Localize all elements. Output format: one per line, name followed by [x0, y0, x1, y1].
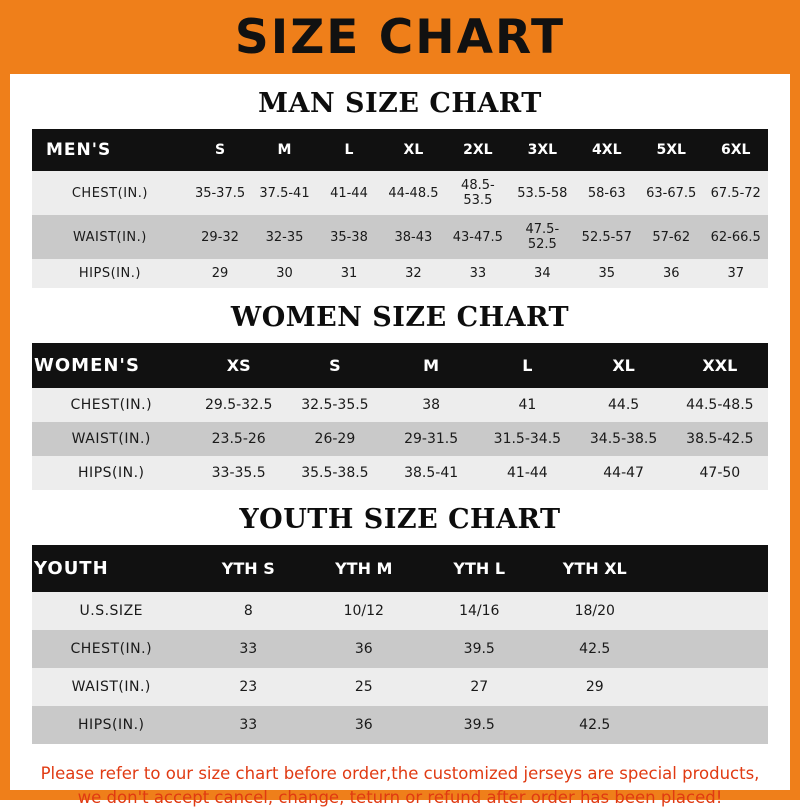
youth-col-header: YTH L	[422, 545, 537, 592]
men-col-header: L	[317, 129, 381, 171]
men-section-title: MAN SIZE CHART	[258, 88, 542, 119]
women-size-table	[32, 343, 768, 490]
men-cell: 37	[703, 259, 768, 288]
women-cell: 44-47	[575, 456, 671, 490]
women-section-title: WOMEN SIZE CHART	[230, 302, 570, 333]
men-cell: 35-38	[317, 215, 381, 259]
men-cell: 62-66.5	[703, 215, 768, 259]
table-row	[32, 259, 768, 288]
youth-col-header: YTH M	[306, 545, 421, 592]
youth-cell: 42.5	[537, 630, 652, 668]
table-row	[32, 630, 768, 668]
women-col-header: L	[479, 343, 575, 388]
women-cell: 23.5-26	[191, 422, 287, 456]
youth-cell: 42.5	[537, 706, 652, 744]
table-row	[32, 668, 768, 706]
youth-cell-empty	[652, 592, 768, 630]
table-row	[32, 706, 768, 744]
women-col-header: XL	[575, 343, 671, 388]
youth-cell: 33	[191, 706, 306, 744]
women-col-header: XS	[191, 343, 287, 388]
men-cell: 35	[575, 259, 639, 288]
men-cell: 43-47.5	[446, 215, 510, 259]
men-cell: 48.5-53.5	[446, 171, 510, 215]
men-size-table	[32, 129, 768, 288]
women-cell: 41-44	[479, 456, 575, 490]
men-cell: 33	[446, 259, 510, 288]
men-cell: 35-37.5	[188, 171, 252, 215]
men-cell: 38-43	[381, 215, 445, 259]
men-header-row	[32, 129, 768, 171]
women-col-header: S	[287, 343, 383, 388]
youth-size-table	[32, 545, 768, 744]
youth-section-title: YOUTH SIZE CHART	[239, 504, 561, 535]
men-cell: 34	[510, 259, 574, 288]
women-cell: 32.5-35.5	[287, 388, 383, 422]
women-col-header: M	[383, 343, 479, 388]
men-row-label: CHEST(IN.)	[32, 171, 188, 215]
men-cell: 57-62	[639, 215, 703, 259]
women-cell: 38.5-41	[383, 456, 479, 490]
men-cell: 44-48.5	[381, 171, 445, 215]
youth-table-body	[32, 592, 768, 744]
table-row	[32, 215, 768, 259]
youth-cell: 36	[306, 630, 421, 668]
youth-cell-empty	[652, 706, 768, 744]
women-cell: 29-31.5	[383, 422, 479, 456]
youth-corner-header: YOUTH	[32, 545, 191, 592]
women-table-body	[32, 388, 768, 490]
order-notice-line-2: we don't accept cancel, change, teturn or refund after order has been placed!	[77, 787, 723, 807]
women-table-head	[32, 343, 768, 388]
men-col-header: 3XL	[510, 129, 574, 171]
women-corner-header: WOMEN'S	[32, 343, 191, 388]
men-col-header: 5XL	[639, 129, 703, 171]
women-cell: 47-50	[672, 456, 768, 490]
men-cell: 32	[381, 259, 445, 288]
youth-cell: 36	[306, 706, 421, 744]
youth-row-label: HIPS(IN.)	[32, 706, 191, 744]
youth-cell: 23	[191, 668, 306, 706]
youth-cell: 10/12	[306, 592, 421, 630]
order-notice	[38, 762, 762, 810]
men-cell: 32-35	[252, 215, 316, 259]
men-cell: 29	[188, 259, 252, 288]
table-row	[32, 456, 768, 490]
table-row	[32, 592, 768, 630]
men-col-header: 4XL	[575, 129, 639, 171]
men-cell: 52.5-57	[575, 215, 639, 259]
women-header-row	[32, 343, 768, 388]
women-cell: 34.5-38.5	[575, 422, 671, 456]
men-table-head	[32, 129, 768, 171]
men-cell: 53.5-58	[510, 171, 574, 215]
men-cell: 30	[252, 259, 316, 288]
men-row-label: HIPS(IN.)	[32, 259, 188, 288]
men-cell: 36	[639, 259, 703, 288]
men-row-label: WAIST(IN.)	[32, 215, 188, 259]
women-cell: 38	[383, 388, 479, 422]
women-cell: 33-35.5	[191, 456, 287, 490]
youth-cell: 39.5	[422, 706, 537, 744]
youth-cell: 39.5	[422, 630, 537, 668]
women-cell: 44.5-48.5	[672, 388, 768, 422]
page-title: SIZE CHART	[234, 9, 566, 65]
order-notice-line-1: Please refer to our size chart before order,the customized jerseys are special products,	[40, 764, 760, 783]
youth-row-label: WAIST(IN.)	[32, 668, 191, 706]
women-cell: 44.5	[575, 388, 671, 422]
men-col-header: 6XL	[703, 129, 768, 171]
youth-cell: 8	[191, 592, 306, 630]
women-cell: 38.5-42.5	[672, 422, 768, 456]
women-cell: 35.5-38.5	[287, 456, 383, 490]
youth-cell: 33	[191, 630, 306, 668]
youth-cell: 25	[306, 668, 421, 706]
men-cell: 41-44	[317, 171, 381, 215]
page-banner	[10, 0, 790, 74]
men-cell: 31	[317, 259, 381, 288]
men-col-header: XL	[381, 129, 445, 171]
women-col-header: XXL	[672, 343, 768, 388]
women-row-label: WAIST(IN.)	[32, 422, 191, 456]
men-cell: 29-32	[188, 215, 252, 259]
youth-cell: 27	[422, 668, 537, 706]
youth-col-header: YTH S	[191, 545, 306, 592]
women-cell: 26-29	[287, 422, 383, 456]
youth-cell-empty	[652, 630, 768, 668]
women-cell: 29.5-32.5	[191, 388, 287, 422]
youth-cell-empty	[652, 668, 768, 706]
men-col-header: 2XL	[446, 129, 510, 171]
youth-row-label: U.S.SIZE	[32, 592, 191, 630]
table-row	[32, 171, 768, 215]
women-cell: 31.5-34.5	[479, 422, 575, 456]
youth-col-header: YTH XL	[537, 545, 652, 592]
men-cell: 63-67.5	[639, 171, 703, 215]
table-row	[32, 388, 768, 422]
youth-header-row	[32, 545, 768, 592]
men-cell: 58-63	[575, 171, 639, 215]
youth-cell: 18/20	[537, 592, 652, 630]
men-corner-header: MEN'S	[32, 129, 188, 171]
men-table-body	[32, 171, 768, 288]
women-cell: 41	[479, 388, 575, 422]
men-cell: 67.5-72	[703, 171, 768, 215]
men-col-header: M	[252, 129, 316, 171]
men-col-header: S	[188, 129, 252, 171]
youth-cell: 29	[537, 668, 652, 706]
women-row-label: HIPS(IN.)	[32, 456, 191, 490]
chart-content	[10, 88, 790, 810]
men-cell: 37.5-41	[252, 171, 316, 215]
youth-row-label: CHEST(IN.)	[32, 630, 191, 668]
youth-table-head	[32, 545, 768, 592]
youth-cell: 14/16	[422, 592, 537, 630]
table-row	[32, 422, 768, 456]
men-cell: 47.5-52.5	[510, 215, 574, 259]
youth-col-header-empty	[652, 545, 768, 592]
women-row-label: CHEST(IN.)	[32, 388, 191, 422]
